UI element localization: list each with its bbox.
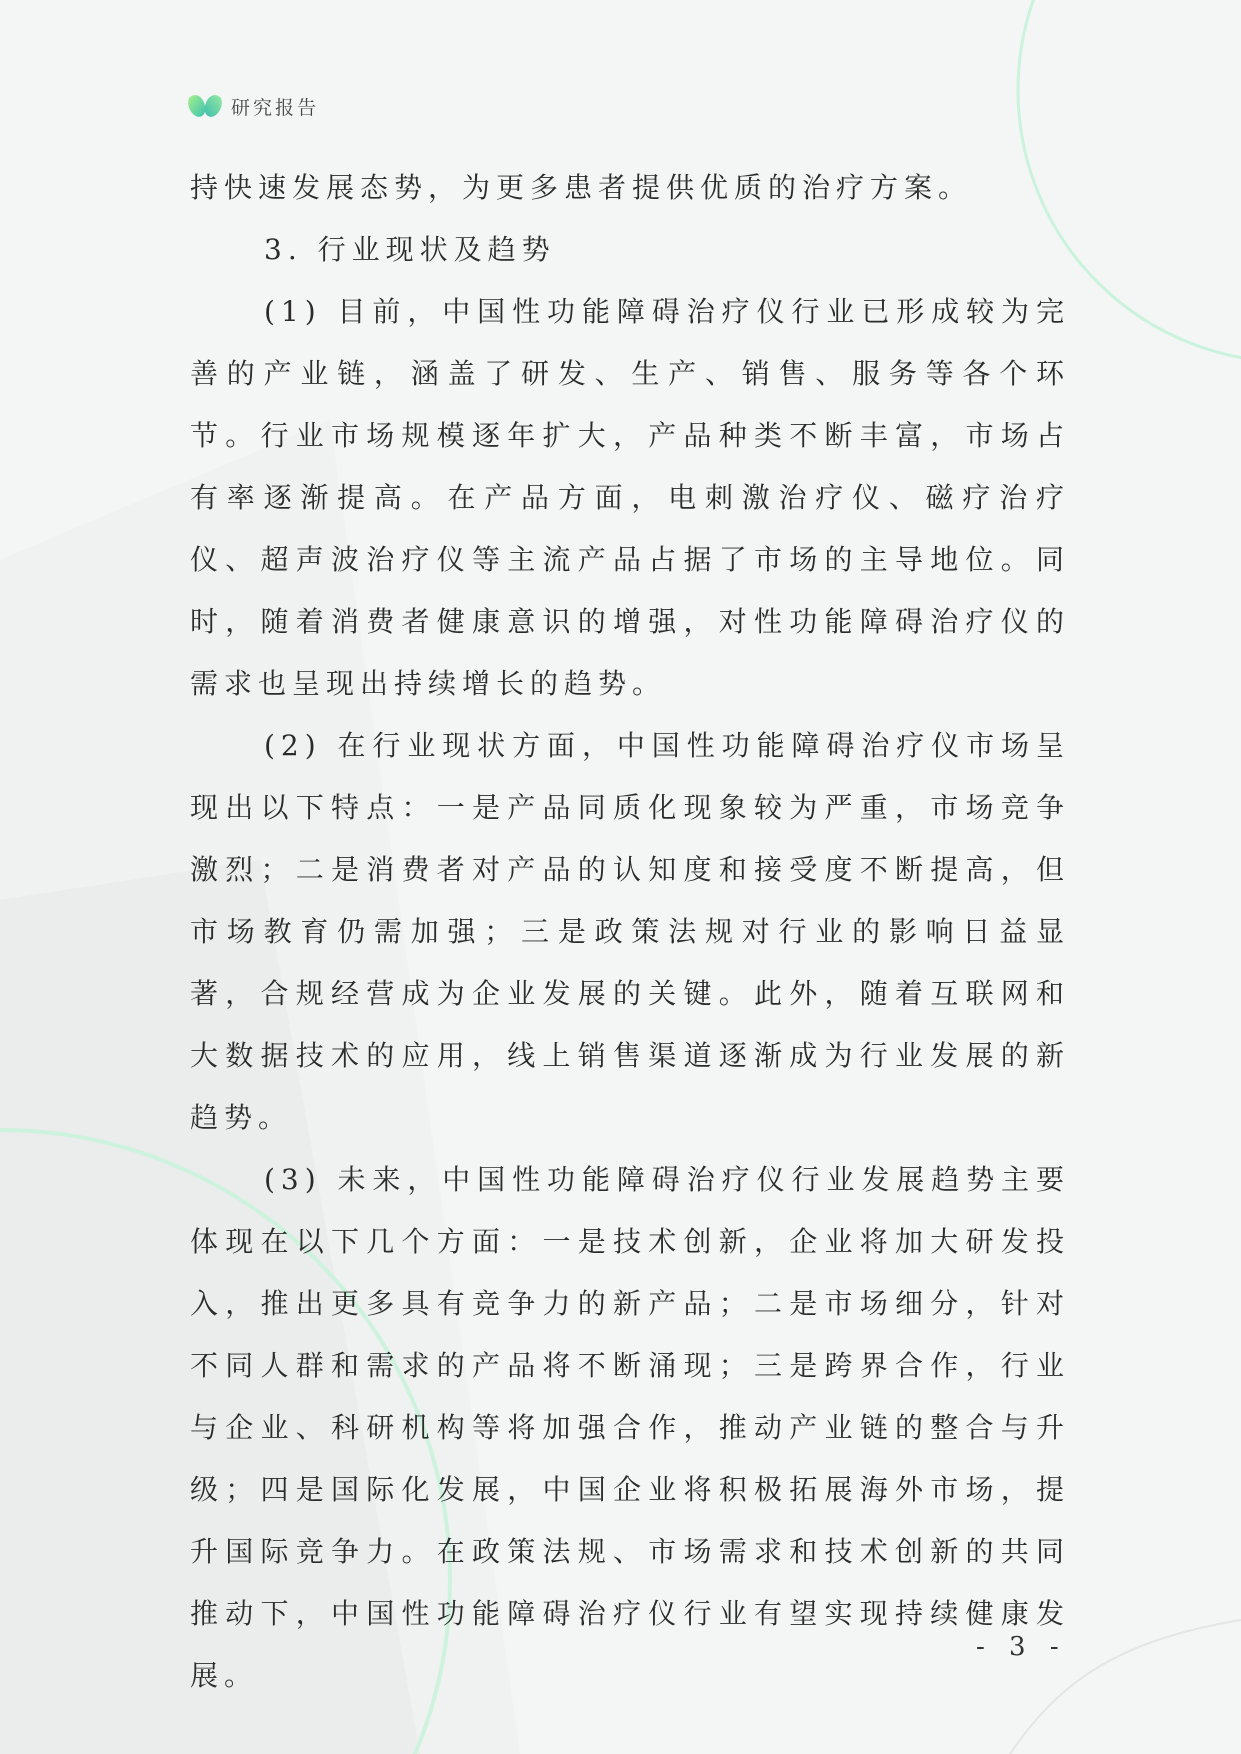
paragraph-3: (3) 未来，中国性功能障碍治疗仪行业发展趋势主要体现在以下几个方面：一是技术创新，企业将加大研发投入，推出更多具有竞争力的新产品；二是市场细分，针对不同人群和需求的产品将不断涌现；三是跨界合作，行业与企业、科研机构等将加强合作，推动产业链的整合与升级；四是国际化发展，中国企业将积极拓展海外市场，提升国际竞争力。在政策法规、市场需求和技术创新的共同推动下，中国性功能障碍治疗仪行业有望实现持续健康发展。 — [190, 1163, 1070, 1692]
brand-logo-icon — [187, 88, 223, 124]
paragraph-2: (2) 在行业现状方面，中国性功能障碍治疗仪市场呈现出以下特点：一是产品同质化现象较为严重，市场竞争激烈；二是消费者对产品的认知度和接受度不断提高，但市场教育仍需加强；三是政策法规对行业的影响日益显著，合规经营成为企业发展的关键。此外，随着互联网和大数据技术的应用，线上销售渠道逐渐成为行业发展的新趋势。 — [190, 729, 1070, 1134]
continuation-text: 持快速发展态势，为更多患者提供优质的治疗方案。 — [190, 171, 973, 204]
section-heading: 3. 行业现状及趋势 — [264, 233, 556, 266]
page-number: - 3 - — [976, 1632, 1067, 1662]
document-body — [190, 157, 1070, 1707]
brand-name: 研究报告 — [231, 96, 320, 119]
report-header — [187, 88, 319, 124]
paragraph-1: (1) 目前，中国性功能障碍治疗仪行业已形成较为完善的产业链，涵盖了研发、生产、销售、服务等各个环节。行业市场规模逐年扩大，产品种类不断丰富，市场占有率逐渐提高。在产品方面，电刺激治疗仪、磁疗治疗仪、超声波治疗仪等主流产品占据了市场的主导地位。同时，随着消费者健康意识的增强，对性功能障碍治疗仪的需求也呈现出持续增长的趋势。 — [190, 295, 1070, 700]
